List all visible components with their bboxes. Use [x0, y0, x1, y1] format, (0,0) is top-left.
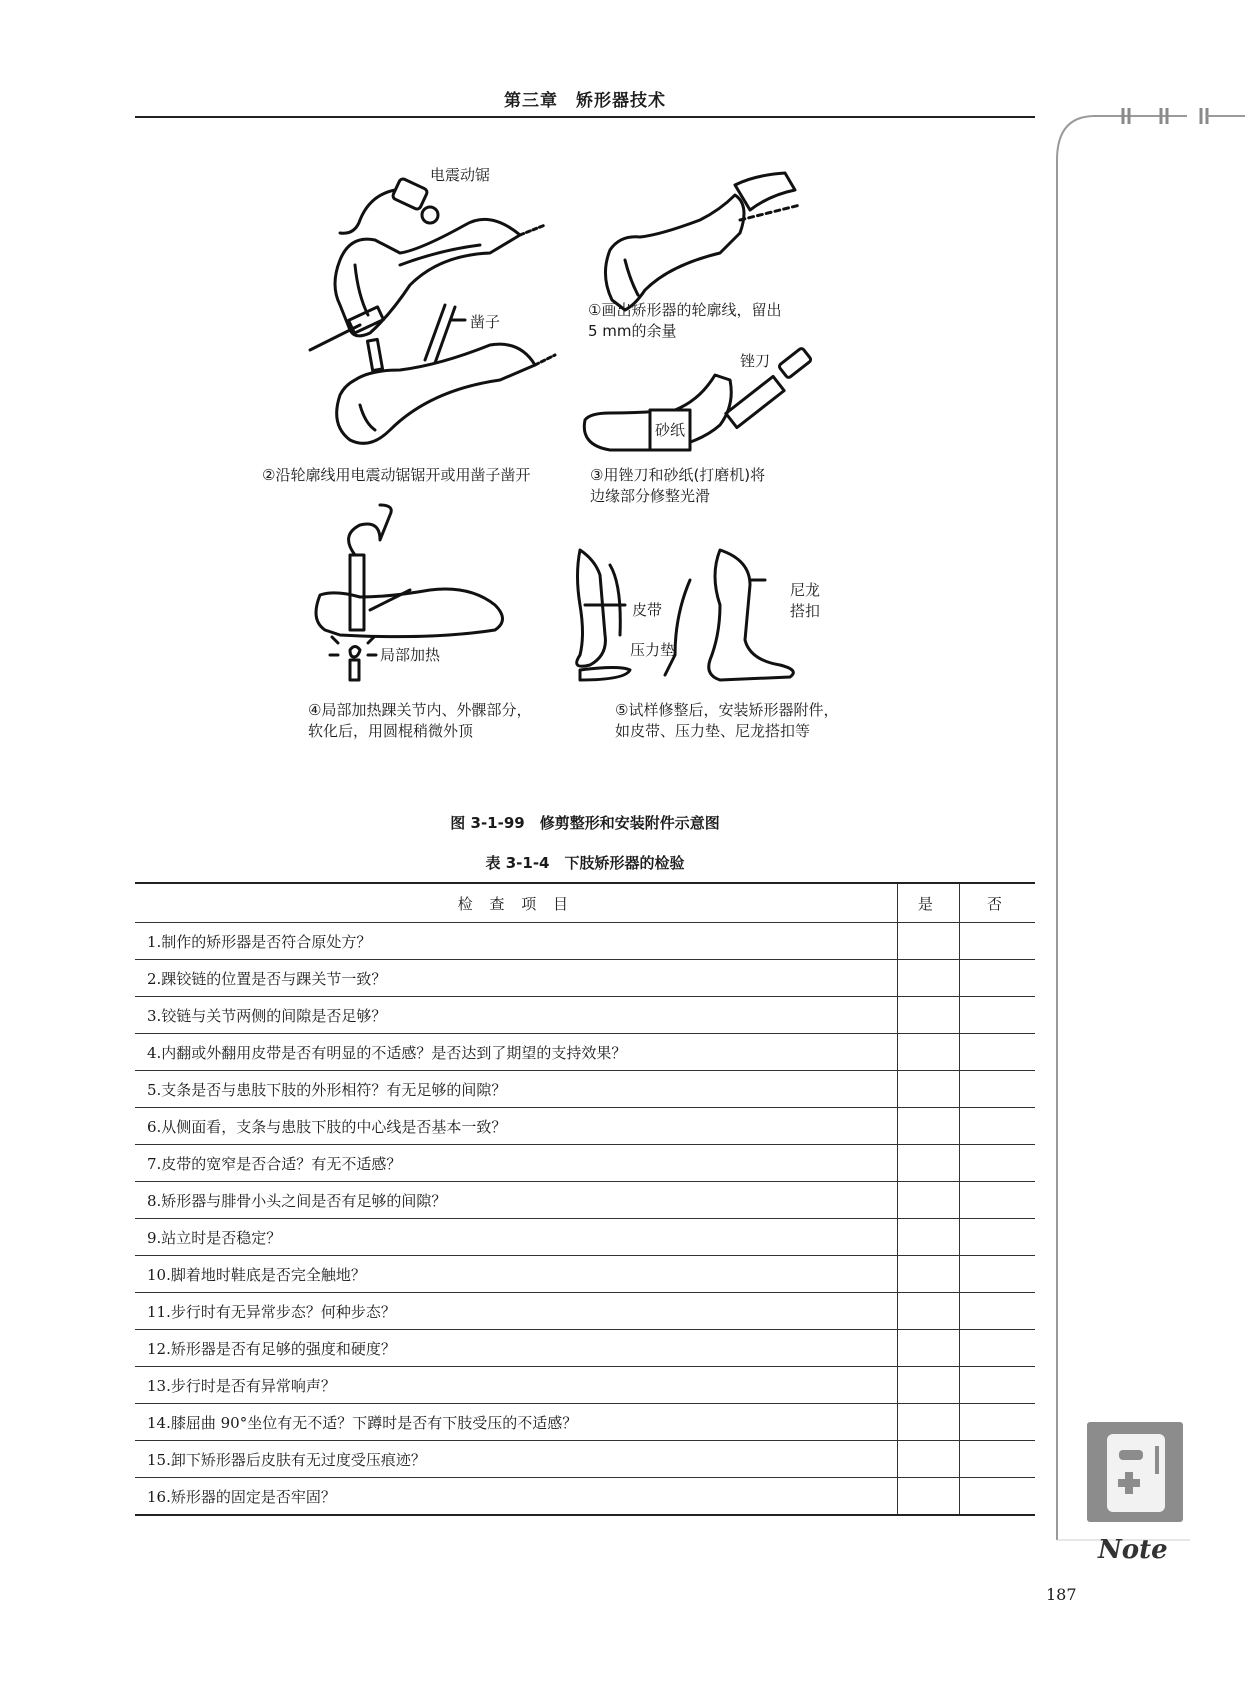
label-step1-line1: ①画出矫形器的轮廓线，留出 [588, 301, 782, 319]
table-row [135, 1219, 1035, 1256]
row-item: 14.膝屈曲 90°坐位有无不适？下蹲时是否有下肢受压的不适感？ [135, 1404, 897, 1441]
cell-no [960, 1330, 1035, 1367]
label-step5-line1: ⑤试样修整后，安装矫形器附件， [615, 701, 839, 719]
label-nylon-line1: 尼龙 [790, 581, 821, 599]
cell-yes [897, 1367, 959, 1404]
table-row [135, 1330, 1035, 1367]
cell-no [960, 1293, 1035, 1330]
margin-decoration [1055, 100, 1245, 1580]
page-number: 187 [1046, 1585, 1077, 1604]
cell-yes [897, 1219, 959, 1256]
cell-no [960, 1441, 1035, 1478]
table-row [135, 923, 1035, 960]
cell-yes [897, 960, 959, 997]
cell-no [960, 1071, 1035, 1108]
label-step1-line2: 5 mm的余量 [588, 322, 677, 340]
cell-no [960, 1034, 1035, 1071]
cell-no [960, 1478, 1035, 1516]
table-body [135, 923, 1035, 1516]
figure-caption: 图 3-1-99 修剪整形和安装附件示意图 [450, 814, 720, 832]
row-item: 9.站立时是否稳定？ [135, 1219, 897, 1256]
table-row [135, 1034, 1035, 1071]
cell-no [960, 1219, 1035, 1256]
label-step4-line1: ④局部加热踝关节内、外髁部分， [308, 701, 532, 719]
table-header-row [135, 883, 1035, 923]
cell-yes [897, 923, 959, 960]
header-item: 检 查 项 目 [135, 883, 897, 923]
label-pad: 压力垫 [630, 641, 676, 659]
cell-yes [897, 1330, 959, 1367]
row-item: 5.支条是否与患肢下肢的外形相符？有无足够的间隙？ [135, 1071, 897, 1108]
cell-no [960, 1145, 1035, 1182]
row-item: 11.步行时有无异常步态？何种步态？ [135, 1293, 897, 1330]
header-yes: 是 [897, 883, 959, 923]
row-item: 15.卸下矫形器后皮肤有无过度受压痕迹？ [135, 1441, 897, 1478]
chapter-title: 第三章 矫形器技术 [504, 91, 666, 111]
label-chisel: 凿子 [470, 313, 501, 331]
table-row [135, 1182, 1035, 1219]
figure-trimming-illustration [262, 165, 930, 805]
row-item: 4.内翻或外翻用皮带是否有明显的不适感？是否达到了期望的支持效果？ [135, 1034, 897, 1071]
medical-kit-icon [1085, 1420, 1185, 1524]
cell-no [960, 1367, 1035, 1404]
row-item: 1.制作的矫形器是否符合原处方？ [135, 923, 897, 960]
table-row [135, 1478, 1035, 1516]
label-step2: ②沿轮廓线用电震动锯锯开或用凿子凿开 [262, 466, 531, 484]
row-item: 3.铰链与关节两侧的间隙是否足够？ [135, 997, 897, 1034]
table-row [135, 997, 1035, 1034]
cell-no [960, 923, 1035, 960]
label-step5-line2: 如皮带、压力垫、尼龙搭扣等 [615, 722, 811, 740]
cell-no [960, 1182, 1035, 1219]
cell-yes [897, 1182, 959, 1219]
row-item: 7.皮带的宽窄是否合适？有无不适感？ [135, 1145, 897, 1182]
cell-yes [897, 1441, 959, 1478]
cell-no [960, 1108, 1035, 1145]
cell-yes [897, 1108, 959, 1145]
label-step4-line2: 软化后，用圆棍稍微外顶 [308, 722, 474, 740]
row-item: 13.步行时是否有异常响声？ [135, 1367, 897, 1404]
label-file: 锉刀 [740, 352, 771, 370]
cell-no [960, 997, 1035, 1034]
table-row [135, 960, 1035, 997]
table-row [135, 1367, 1035, 1404]
row-item: 16.矫形器的固定是否牢固？ [135, 1478, 897, 1516]
table-row [135, 1441, 1035, 1478]
cell-yes [897, 1404, 959, 1441]
table-row [135, 1256, 1035, 1293]
table-row [135, 1404, 1035, 1441]
table-row [135, 1293, 1035, 1330]
label-sandpaper: 砂纸 [655, 421, 686, 439]
table-row [135, 1071, 1035, 1108]
row-item: 12.矫形器是否有足够的强度和硬度？ [135, 1330, 897, 1367]
cell-yes [897, 1034, 959, 1071]
table-row [135, 1145, 1035, 1182]
row-item: 10.脚着地时鞋底是否完全触地？ [135, 1256, 897, 1293]
inspection-table [135, 882, 1035, 1516]
cell-no [960, 1404, 1035, 1441]
cell-yes [897, 1145, 959, 1182]
table-caption: 表 3-1-4 下肢矫形器的检验 [485, 854, 685, 872]
cell-yes [897, 1478, 959, 1516]
label-saw: 电震动锯 [430, 166, 491, 184]
header-rule [135, 116, 1035, 118]
label-step3-line2: 边缘部分修整光滑 [590, 487, 711, 505]
header-no: 否 [960, 883, 1035, 923]
cell-yes [897, 997, 959, 1034]
label-local-heat: 局部加热 [380, 646, 441, 664]
cell-no [960, 960, 1035, 997]
label-belt: 皮带 [632, 601, 663, 619]
row-item: 6.从侧面看，支条与患肢下肢的中心线是否基本一致？ [135, 1108, 897, 1145]
row-item: 2.踝铰链的位置是否与踝关节一致？ [135, 960, 897, 997]
table-row [135, 1108, 1035, 1145]
cell-yes [897, 1256, 959, 1293]
label-step3-line1: ③用锉刀和砂纸(打磨机)将 [590, 466, 766, 484]
cell-no [960, 1256, 1035, 1293]
row-item: 8.矫形器与腓骨小头之间是否有足够的间隙？ [135, 1182, 897, 1219]
note-label: Note [1098, 1535, 1168, 1565]
cell-yes [897, 1293, 959, 1330]
label-nylon-line2: 搭扣 [790, 602, 821, 620]
cell-yes [897, 1071, 959, 1108]
